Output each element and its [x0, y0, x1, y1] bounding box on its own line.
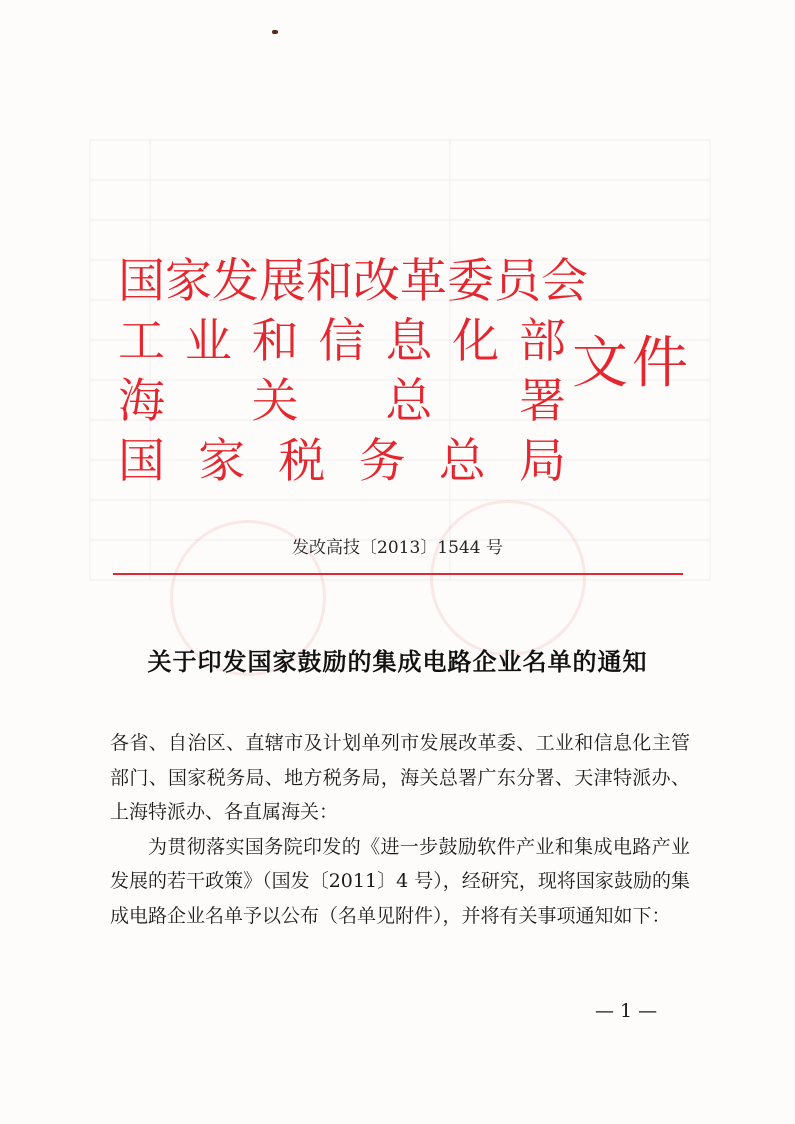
faint-seal-right: [430, 500, 586, 656]
red-separator-line: [113, 573, 683, 575]
issuer-customs: 海 关 总 署: [118, 374, 566, 429]
page-number: — 1 —: [595, 1000, 658, 1022]
issuer-ndrc: 国 家 发 展 和 改 革 委 员 会: [118, 254, 588, 309]
document-title: 关于印发国家鼓励的集成电路企业名单的通知: [147, 648, 648, 676]
addressees-paragraph: 各省、自治区、直辖市及计划单列市发展改革委、工业和信息化主管部门、国家税务局、地方税务局，海关总署广东分署、天津特派办、上海特派办、各直属海关：: [110, 732, 690, 823]
document-body: [110, 726, 690, 933]
issuer-miit: 工 业 和 信 息 化 部: [118, 314, 566, 369]
document-label: 文件: [572, 331, 692, 396]
body-paragraph-1: 为贯彻落实国务院印发的《进一步鼓励软件产业和集成电路产业发展的若干政策》（国发〔2011〕4 号），经研究，现将国家鼓励的集成电路企业名单予以公布（名单见附件），并将有关事项通知如下：: [110, 835, 690, 927]
document-number: 发改高技〔2013〕1544 号: [292, 538, 503, 558]
issuer-tax: 国 家 税 务 总 局: [118, 434, 566, 489]
issuing-authorities: [118, 252, 588, 492]
paper-speck: [272, 30, 278, 34]
